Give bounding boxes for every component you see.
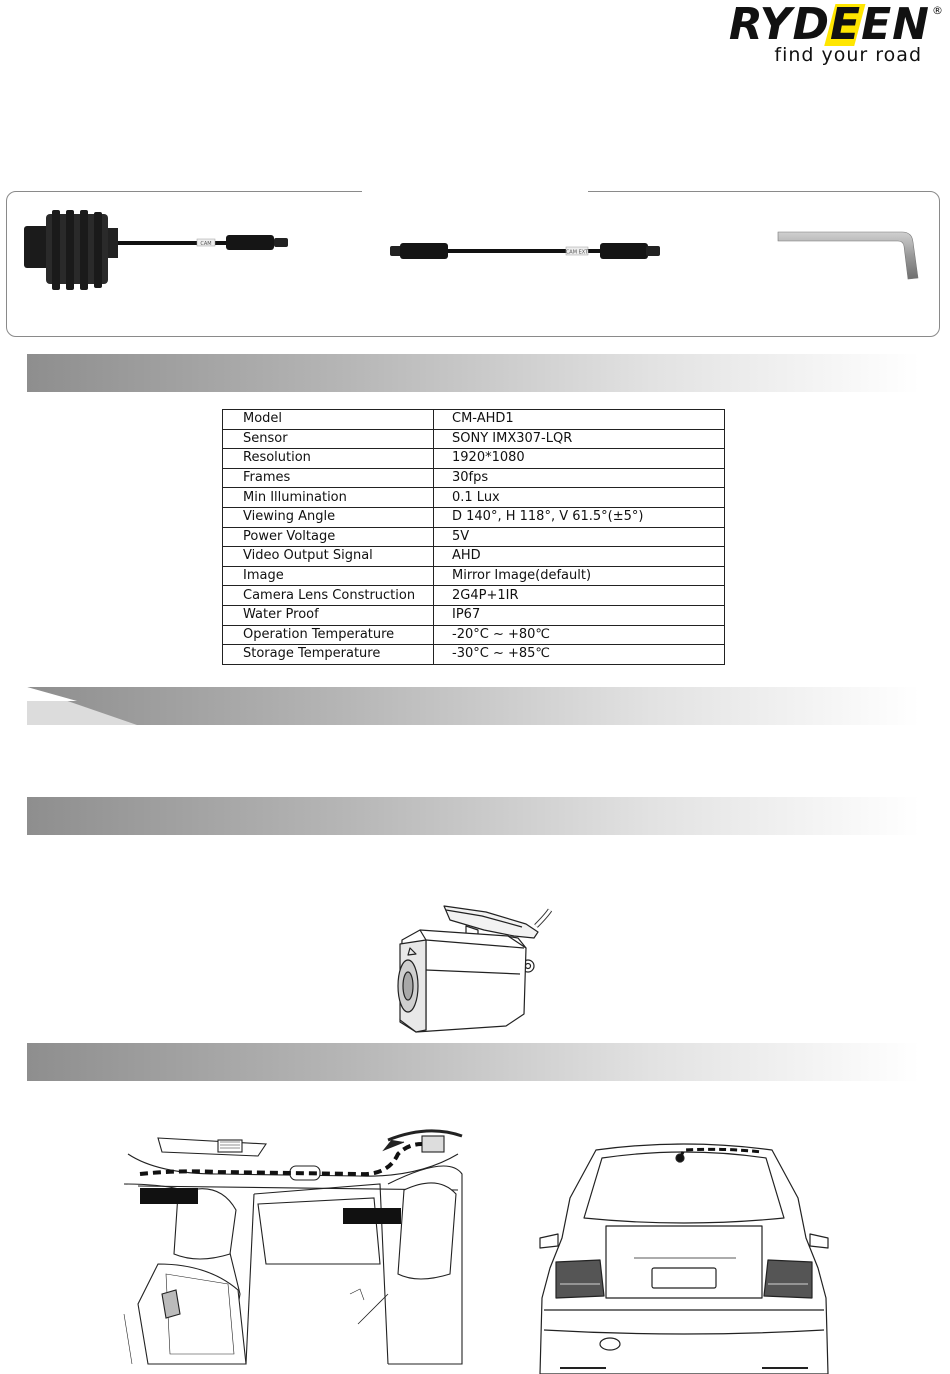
mounted-camera-illustration — [386, 902, 556, 1036]
spec-key: Sensor — [223, 429, 434, 449]
spec-key: Frames — [223, 468, 434, 488]
section-bar-2-notch — [27, 687, 139, 725]
spec-key: Viewing Angle — [223, 507, 434, 527]
table-row — [223, 410, 725, 430]
table-row — [223, 586, 725, 606]
spec-value: -20°C ~ +80℃ — [434, 625, 725, 645]
spec-value: -30°C ~ +85℃ — [434, 645, 725, 665]
table-row — [223, 468, 725, 488]
spec-value: 0.1 Lux — [434, 488, 725, 508]
spec-key: Model — [223, 410, 434, 430]
extension-cable-tag-text: CAM EXT — [565, 249, 589, 256]
spec-value: 30fps — [434, 468, 725, 488]
rear-car-cable-routing-diagram — [536, 1138, 832, 1374]
hex-key-image — [776, 222, 922, 284]
spec-value: 2G4P+1IR — [434, 586, 725, 606]
spec-key: Resolution — [223, 449, 434, 469]
table-row — [223, 449, 725, 469]
spec-value: IP67 — [434, 605, 725, 625]
section-bar-2 — [27, 687, 920, 725]
section-bar-4 — [27, 1043, 920, 1081]
table-row — [223, 547, 725, 567]
section-bar-3 — [27, 797, 920, 835]
spec-table — [222, 409, 725, 665]
label-redacted-2 — [343, 1208, 401, 1224]
table-row — [223, 625, 725, 645]
spec-key: Video Output Signal — [223, 547, 434, 567]
registered-mark: ® — [932, 4, 943, 17]
label-redacted-1 — [140, 1188, 198, 1204]
brand-tagline: find your road — [774, 44, 922, 66]
spec-value: 1920*1080 — [434, 449, 725, 469]
spec-key: Min Illumination — [223, 488, 434, 508]
camera-with-cable-image — [22, 208, 302, 298]
camera-body-icon — [24, 210, 118, 290]
table-row — [223, 507, 725, 527]
section-bar-specifications — [27, 354, 920, 392]
spec-value: D 140°, H 118°, V 61.5°(±5°) — [434, 507, 725, 527]
spec-value: AHD — [434, 547, 725, 567]
table-row — [223, 488, 725, 508]
camera-cable-tag-text: CAM — [200, 241, 212, 247]
accessories-box-title-gap — [362, 186, 588, 196]
spec-key: Power Voltage — [223, 527, 434, 547]
camera-connector — [226, 235, 274, 250]
table-row — [223, 527, 725, 547]
brand-wordmark: RYDEEN — [728, 0, 930, 50]
extension-cable-image — [390, 238, 670, 268]
spec-value: SONY IMX307-LQR — [434, 429, 725, 449]
spec-value: CM-AHD1 — [434, 410, 725, 430]
spec-value: Mirror Image(default) — [434, 566, 725, 586]
spec-value: 5V — [434, 527, 725, 547]
table-row — [223, 566, 725, 586]
spec-key: Camera Lens Construction — [223, 586, 434, 606]
interior-cable-routing-diagram — [118, 1114, 466, 1374]
table-row — [223, 645, 725, 665]
spec-key: Storage Temperature — [223, 645, 434, 665]
table-row — [223, 605, 725, 625]
spec-key: Operation Temperature — [223, 625, 434, 645]
spec-key: Image — [223, 566, 434, 586]
spec-key: Water Proof — [223, 605, 434, 625]
table-row — [223, 429, 725, 449]
